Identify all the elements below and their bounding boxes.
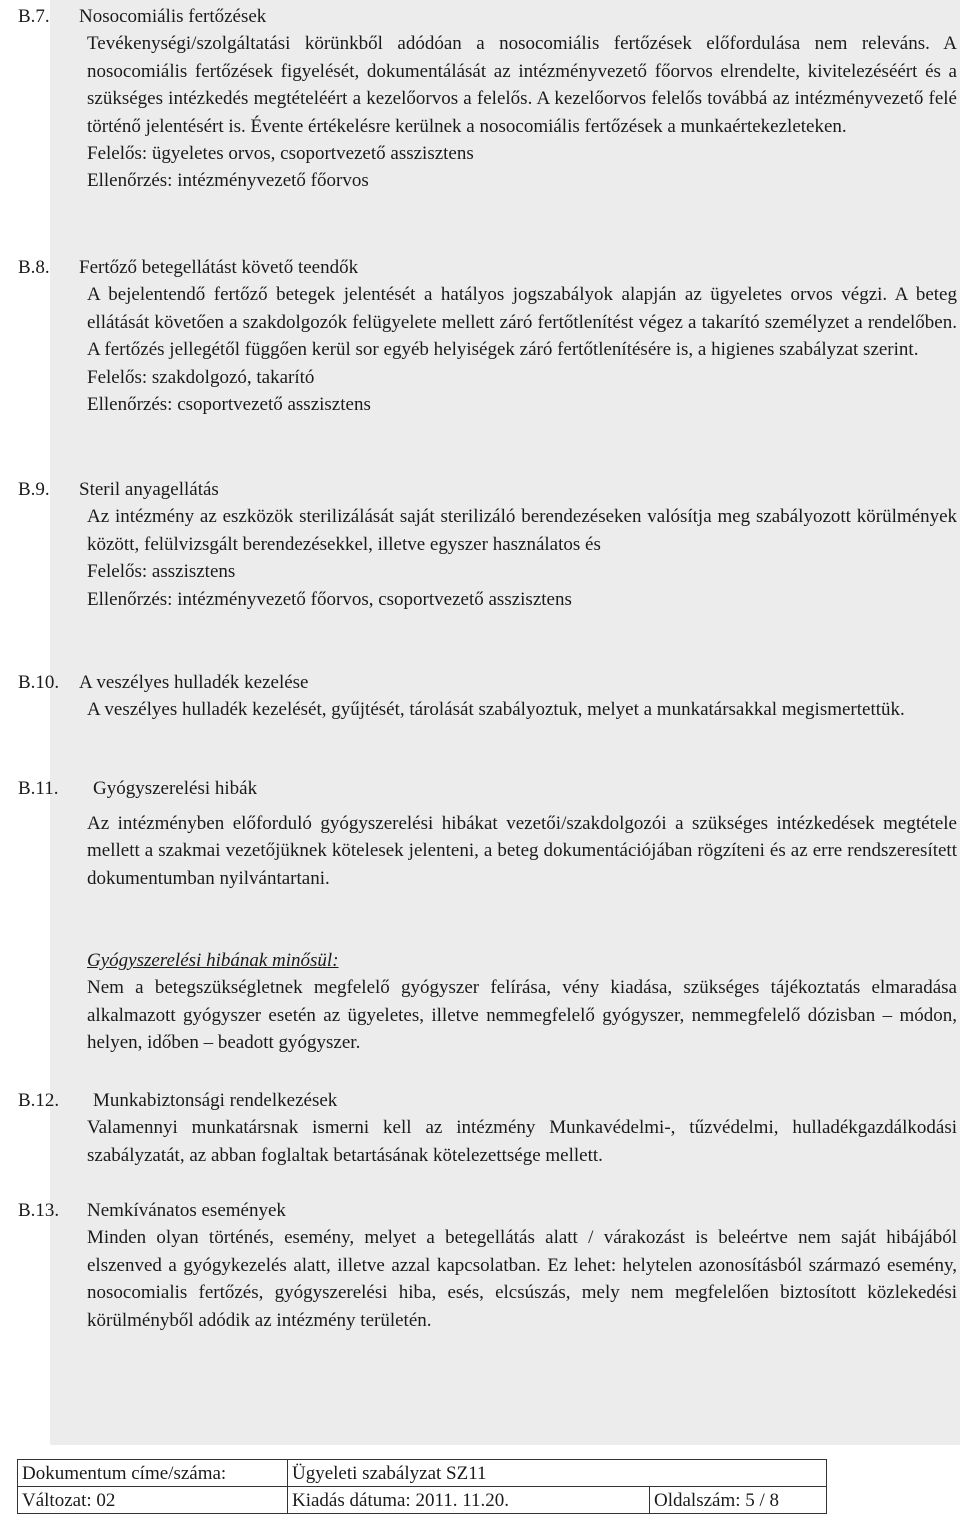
section-title: Steril anyagellátás	[79, 479, 219, 500]
section-number: B.10.	[18, 672, 60, 693]
document-title-label: Dokumentum címe/száma:	[18, 1460, 288, 1487]
section-paragraph: Az intézmény az eszközök sterilizálását saját sterilizáló berendezéseken valósítja meg szabályozott körülmények között, felülvizsgált berendezésekkel, illetve egyszer használatos és	[87, 506, 957, 555]
section-title: Nosocomiális fertőzések	[79, 6, 267, 27]
section-title: Nemkívánatos események	[87, 1200, 286, 1221]
issue-date-cell: Kiadás dátuma: 2011. 11.20.	[288, 1487, 650, 1514]
section-title: A veszélyes hulladék kezelése	[79, 672, 309, 693]
section-number: B.12.	[18, 1090, 60, 1111]
control-line: Ellenőrzés: intézményvezető főorvos, csoportvezető asszisztens	[87, 588, 572, 610]
section-number: B.13.	[18, 1200, 60, 1221]
section-title: Munkabiztonsági rendelkezések	[93, 1090, 338, 1111]
version-cell: Változat: 02	[18, 1487, 288, 1514]
document-footer-table	[17, 1459, 827, 1514]
responsible-line: Felelős: asszisztens	[87, 561, 236, 583]
section-number: B.9.	[18, 479, 50, 500]
control-line: Ellenőrzés: csoportvezető asszisztens	[87, 394, 371, 416]
section-paragraph: A veszélyes hulladék kezelését, gyűjtését, tárolását szabályoztuk, melyet a munkatársakkal megismertettük.	[87, 699, 905, 721]
control-line: Ellenőrzés: intézményvezető főorvos	[87, 170, 369, 192]
responsible-line: Felelős: ügyeletes orvos, csoportvezető asszisztens	[87, 143, 474, 165]
section-paragraph: Az intézményben előforduló gyógyszerelési hibákat vezetői/szakdolgozói a szükséges intézkedések megtétele mellett a szakmai vezetőjüknek kötelesek jelenteni, a beteg dokumentációjában rögzíteni és az erre rendszeresített dokumentumban nyilvántartani.	[87, 813, 957, 889]
page-number-cell: Oldalszám: 5 / 8	[650, 1487, 827, 1514]
document-title-value: Ügyeleti szabályzat SZ11	[288, 1460, 827, 1487]
section-paragraph: Minden olyan történés, esemény, melyet a betegellátás alatt / várakozást is beleértve nem saját hibájából elszenved a gyógykezelés alatt, illetve azzal kapcsolatban. Ez lehet: helytelen azonosításból származó esemény, nosocomialis fertőzés, gyógyszerelési hiba, esés, elcsúszás, mely nem megfelelően biztosított közlekedési körülményből adódik az intézmény területén.	[87, 1227, 957, 1331]
subheading: Gyógyszerelési hibának minősül:	[87, 950, 339, 971]
section-title: Gyógyszerelési hibák	[93, 778, 258, 799]
responsible-line: Felelős: szakdolgozó, takarító	[87, 366, 315, 388]
section-number: B.7.	[18, 6, 50, 27]
section-paragraph: Valamennyi munkatársnak ismerni kell az intézmény Munkavédelmi-, tűzvédelmi, hulladékgazdálkodási szabályzatát, az abban foglaltak betartásának kötelezettsége mellett.	[87, 1117, 957, 1166]
section-title: Fertőző betegellátást követő teendők	[79, 257, 359, 278]
section-number: B.11.	[18, 778, 59, 799]
section-paragraph-2: Nem a betegszükségletnek megfelelő gyógyszer felírása, vény kiadása, szükséges tájékoztatás elmaradása alkalmazott gyógyszer esetén az ügyeletes, illetve nemmegfelelő gyógyszer, nemmegfelelő dózisban – módon, helyen, időben – beadott gyógyszer.	[87, 977, 957, 1054]
section-number: B.8.	[18, 257, 50, 278]
section-paragraph: A bejelentendő fertőző betegek jelentését a hatályos jogszabályok alapján az ügyeletes orvos végzi. A beteg ellátását követően a szakdolgozók felügyelete mellett záró fertőtlenítést végez a takarító személyzet a rendelőben. A fertőzés jellegétől függően kerül sor egyéb helyiségek záró fertőtlenítésére is, a higienes szabályzat szerint.	[87, 284, 957, 361]
section-paragraph: Tevékenységi/szolgáltatási körünkből adódóan a nosocomiális fertőzések előfordulása nem releváns. A nosocomiális fertőzések figyelését, dokumentálását az intézményvezető főorvos elrendelte, kivitelezéséért és a szükséges intézkedés megtételéért a kezelőorvos a felelős. A kezelőorvos felelős továbbá az intézményvezető felé történő jelentésért is. Évente értékelésre kerülnek a nosocomiális fertőzések a munkaértekezleteken.	[87, 33, 957, 137]
